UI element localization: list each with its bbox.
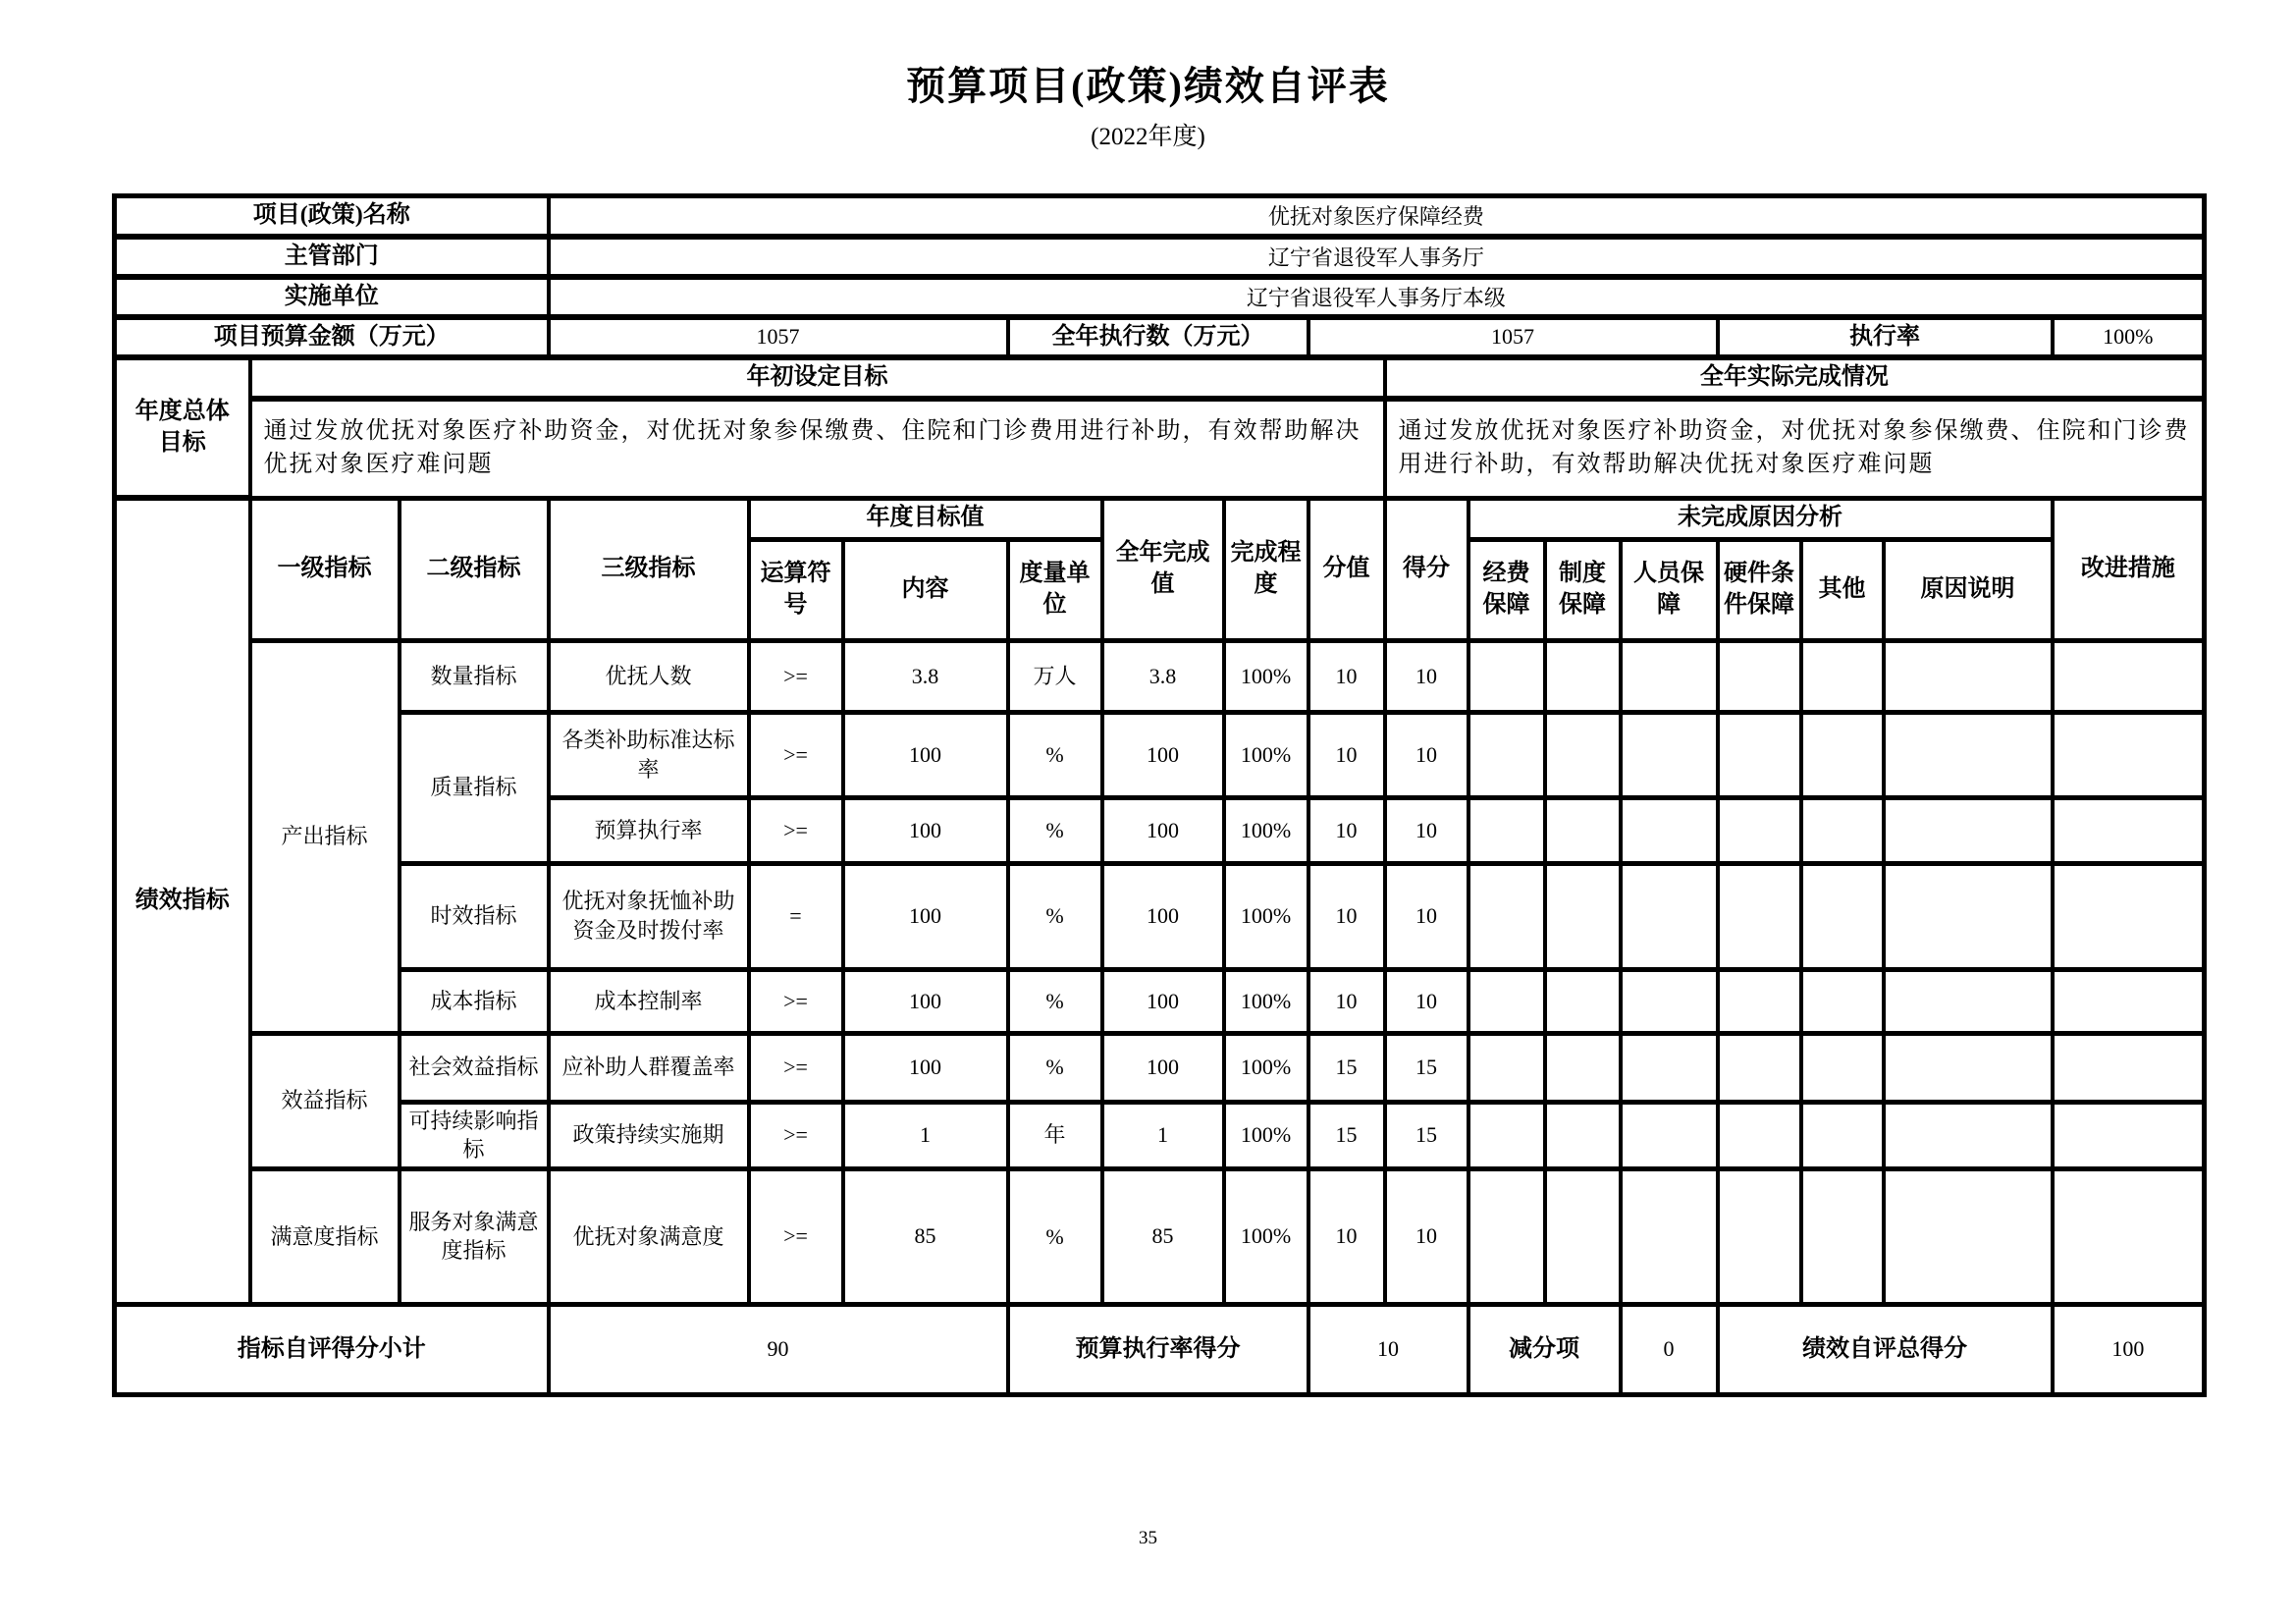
- project-name-value: 优抚对象医疗保障经费: [549, 196, 2205, 237]
- level3-cell: 优抚对象满意度: [549, 1168, 749, 1304]
- level3-cell: 政策持续实施期: [549, 1102, 749, 1168]
- score-cell: 15: [1308, 1102, 1385, 1168]
- unit-cell: 万人: [1008, 640, 1102, 712]
- indicator-row: [115, 969, 2205, 1033]
- degree-cell: 100%: [1224, 969, 1308, 1033]
- indicator-row: [115, 863, 2205, 969]
- operator-cell: >=: [749, 969, 843, 1033]
- level2-cell: 时效指标: [400, 863, 549, 969]
- budget-row: [115, 317, 2205, 357]
- empty-reason-cell: [1718, 1033, 1801, 1102]
- actual-value-cell: 100: [1102, 863, 1224, 969]
- empty-reason-cell: [1545, 797, 1621, 863]
- summary-row: [115, 1304, 2205, 1394]
- empty-reason-cell: [1884, 1168, 2053, 1304]
- score-cell: 10: [1308, 1168, 1385, 1304]
- operator-cell: >=: [749, 1033, 843, 1102]
- level2-cell: 成本指标: [400, 969, 549, 1033]
- empty-reason-cell: [1621, 1168, 1718, 1304]
- indicator-row: [115, 1168, 2205, 1304]
- level3-cell: 应补助人群覆盖率: [549, 1033, 749, 1102]
- level1-cell: 效益指标: [250, 1033, 400, 1168]
- actual-value-cell: 85: [1102, 1168, 1224, 1304]
- empty-reason-cell: [1718, 640, 1801, 712]
- target-value-cell: 100: [843, 1033, 1008, 1102]
- operator-cell: >=: [749, 640, 843, 712]
- empty-reason-cell: [1545, 1033, 1621, 1102]
- empty-reason-cell: [1621, 1102, 1718, 1168]
- level3-cell: 优抚对象抚恤补助资金及时拨付率: [549, 863, 749, 969]
- performance-indicators-label: 绩效指标: [115, 498, 250, 1304]
- department-value: 辽宁省退役军人事务厅: [549, 237, 2205, 277]
- level2-cell: 社会效益指标: [400, 1033, 549, 1102]
- empty-reason-cell: [1468, 1102, 1545, 1168]
- target-value-cell: 100: [843, 969, 1008, 1033]
- empty-reason-cell: [1468, 1168, 1545, 1304]
- operator-cell: =: [749, 863, 843, 969]
- annual-goal-label: 年度总体目标: [115, 357, 250, 498]
- empty-reason-cell: [1884, 1033, 2053, 1102]
- empty-reason-cell: [1884, 640, 2053, 712]
- empty-improve-cell: [2053, 712, 2205, 797]
- actual-value-cell: 3.8: [1102, 640, 1224, 712]
- level3-cell: 预算执行率: [549, 797, 749, 863]
- deduction-value: 0: [1621, 1304, 1718, 1394]
- header-uncompleted-reason-group: 未完成原因分析: [1468, 498, 2053, 539]
- empty-reason-cell: [1545, 969, 1621, 1033]
- budget-amount-value: 1057: [549, 317, 1008, 357]
- empty-improve-cell: [2053, 969, 2205, 1033]
- empty-reason-cell: [1718, 863, 1801, 969]
- degree-cell: 100%: [1224, 712, 1308, 797]
- got-score-cell: 10: [1385, 969, 1468, 1033]
- empty-reason-cell: [1468, 1033, 1545, 1102]
- score-cell: 10: [1308, 969, 1385, 1033]
- level1-cell: 满意度指标: [250, 1168, 400, 1304]
- actual-value-cell: 100: [1102, 969, 1224, 1033]
- execution-rate-label: 执行率: [1718, 317, 2053, 357]
- goal-text-row: [115, 399, 2205, 498]
- total-score-label: 绩效自评总得分: [1718, 1304, 2053, 1394]
- got-score-cell: 10: [1385, 797, 1468, 863]
- indicator-row: [115, 1102, 2205, 1168]
- header-level1: 一级指标: [250, 498, 400, 640]
- header-reason-other: 其他: [1801, 539, 1884, 640]
- planned-goal-header: 年初设定目标: [250, 357, 1385, 399]
- empty-reason-cell: [1801, 969, 1884, 1033]
- header-reason-staff: 人员保障: [1621, 539, 1718, 640]
- empty-improve-cell: [2053, 640, 2205, 712]
- target-value-cell: 1: [843, 1102, 1008, 1168]
- degree-cell: 100%: [1224, 863, 1308, 969]
- target-value-cell: 100: [843, 712, 1008, 797]
- empty-reason-cell: [1718, 1102, 1801, 1168]
- unit-cell: %: [1008, 969, 1102, 1033]
- empty-reason-cell: [1468, 797, 1545, 863]
- empty-reason-cell: [1545, 1102, 1621, 1168]
- empty-reason-cell: [1718, 712, 1801, 797]
- got-score-cell: 10: [1385, 712, 1468, 797]
- degree-cell: 100%: [1224, 797, 1308, 863]
- unit-cell: %: [1008, 863, 1102, 969]
- execution-rate-value: 100%: [2053, 317, 2205, 357]
- empty-reason-cell: [1545, 640, 1621, 712]
- department-row: [115, 237, 2205, 277]
- header-reason-desc: 原因说明: [1884, 539, 2053, 640]
- empty-improve-cell: [2053, 1102, 2205, 1168]
- empty-reason-cell: [1621, 640, 1718, 712]
- project-name-row: [115, 196, 2205, 237]
- header-completion-degree: 完成程度: [1224, 498, 1308, 640]
- empty-reason-cell: [1884, 863, 2053, 969]
- empty-reason-cell: [1621, 797, 1718, 863]
- budget-amount-label: 项目预算金额（万元）: [115, 317, 549, 357]
- header-level2: 二级指标: [400, 498, 549, 640]
- header-operator: 运算符号: [749, 539, 843, 640]
- empty-reason-cell: [1718, 797, 1801, 863]
- target-value-cell: 3.8: [843, 640, 1008, 712]
- header-unit: 度量单位: [1008, 539, 1102, 640]
- page-number: 35: [1139, 1528, 1157, 1548]
- degree-cell: 100%: [1224, 1168, 1308, 1304]
- level3-cell: 优抚人数: [549, 640, 749, 712]
- annual-execution-label: 全年执行数（万元）: [1008, 317, 1308, 357]
- header-score: 分值: [1308, 498, 1385, 640]
- header-annual-target-group: 年度目标值: [749, 498, 1102, 539]
- empty-improve-cell: [2053, 1168, 2205, 1304]
- page-title: 预算项目(政策)绩效自评表: [906, 64, 1390, 108]
- unit-cell: %: [1008, 712, 1102, 797]
- operator-cell: >=: [749, 1102, 843, 1168]
- actual-value-cell: 100: [1102, 712, 1224, 797]
- level1-cell: 产出指标: [250, 640, 400, 1033]
- unit-cell: %: [1008, 797, 1102, 863]
- target-value-cell: 100: [843, 797, 1008, 863]
- level2-cell: 可持续影响指标: [400, 1102, 549, 1168]
- empty-reason-cell: [1718, 969, 1801, 1033]
- empty-improve-cell: [2053, 863, 2205, 969]
- actual-goal-text: 通过发放优抚对象医疗补助资金，对优抚对象参保缴费、住院和门诊费用进行补助，有效帮助解决优抚对象医疗难问题: [1385, 399, 2205, 498]
- operator-cell: >=: [749, 712, 843, 797]
- empty-reason-cell: [1884, 969, 2053, 1033]
- degree-cell: 100%: [1224, 640, 1308, 712]
- score-cell: 10: [1308, 640, 1385, 712]
- subtotal-value: 90: [549, 1304, 1008, 1394]
- degree-cell: 100%: [1224, 1033, 1308, 1102]
- header-reason-hardware: 硬件条件保障: [1718, 539, 1801, 640]
- actual-value-cell: 100: [1102, 1033, 1224, 1102]
- got-score-cell: 10: [1385, 863, 1468, 969]
- implementing-unit-value: 辽宁省退役军人事务厅本级: [549, 277, 2205, 317]
- got-score-cell: 10: [1385, 1168, 1468, 1304]
- page-subtitle: (2022年度): [1091, 124, 1205, 150]
- header-level3: 三级指标: [549, 498, 749, 640]
- project-name-label: 项目(政策)名称: [115, 196, 549, 237]
- empty-reason-cell: [1801, 1168, 1884, 1304]
- empty-reason-cell: [1801, 797, 1884, 863]
- exec-rate-score-label: 预算执行率得分: [1008, 1304, 1308, 1394]
- subtotal-label: 指标自评得分小计: [115, 1304, 549, 1394]
- level2-cell: 服务对象满意度指标: [400, 1168, 549, 1304]
- actual-value-cell: 100: [1102, 797, 1224, 863]
- actual-goal-header: 全年实际完成情况: [1385, 357, 2205, 399]
- self-evaluation-table: [112, 193, 2207, 1397]
- empty-reason-cell: [1621, 969, 1718, 1033]
- unit-cell: 年: [1008, 1102, 1102, 1168]
- empty-reason-cell: [1468, 640, 1545, 712]
- indicator-row: [115, 1033, 2205, 1102]
- empty-reason-cell: [1884, 1102, 2053, 1168]
- deduction-label: 减分项: [1468, 1304, 1621, 1394]
- empty-reason-cell: [1545, 863, 1621, 969]
- empty-reason-cell: [1801, 863, 1884, 969]
- header-annual-actual: 全年完成值: [1102, 498, 1224, 640]
- level3-cell: 成本控制率: [549, 969, 749, 1033]
- unit-cell: %: [1008, 1033, 1102, 1102]
- header-reason-system: 制度保障: [1545, 539, 1621, 640]
- exec-rate-score-value: 10: [1308, 1304, 1468, 1394]
- level2-cell: 质量指标: [400, 712, 549, 863]
- header-got-score: 得分: [1385, 498, 1468, 640]
- empty-reason-cell: [1801, 1102, 1884, 1168]
- empty-reason-cell: [1468, 863, 1545, 969]
- indicator-row: [115, 712, 2205, 797]
- annual-execution-value: 1057: [1308, 317, 1718, 357]
- score-cell: 15: [1308, 1033, 1385, 1102]
- empty-reason-cell: [1801, 712, 1884, 797]
- empty-improve-cell: [2053, 1033, 2205, 1102]
- operator-cell: >=: [749, 797, 843, 863]
- indicator-header-row-1: [115, 498, 2205, 539]
- empty-reason-cell: [1801, 1033, 1884, 1102]
- got-score-cell: 10: [1385, 640, 1468, 712]
- empty-reason-cell: [1468, 712, 1545, 797]
- implementing-unit-label: 实施单位: [115, 277, 549, 317]
- level2-cell: 数量指标: [400, 640, 549, 712]
- level3-cell: 各类补助标准达标率: [549, 712, 749, 797]
- empty-reason-cell: [1468, 969, 1545, 1033]
- empty-reason-cell: [1621, 863, 1718, 969]
- empty-reason-cell: [1884, 712, 2053, 797]
- actual-value-cell: 1: [1102, 1102, 1224, 1168]
- department-label: 主管部门: [115, 237, 549, 277]
- empty-reason-cell: [1621, 712, 1718, 797]
- indicator-row: [115, 640, 2205, 712]
- target-value-cell: 100: [843, 863, 1008, 969]
- planned-goal-text: 通过发放优抚对象医疗补助资金，对优抚对象参保缴费、住院和门诊费用进行补助，有效帮助解决优抚对象医疗难问题: [250, 399, 1385, 498]
- total-score-value: 100: [2053, 1304, 2205, 1394]
- empty-reason-cell: [1884, 797, 2053, 863]
- empty-improve-cell: [2053, 797, 2205, 863]
- empty-reason-cell: [1801, 640, 1884, 712]
- score-cell: 10: [1308, 863, 1385, 969]
- header-improvement: 改进措施: [2053, 498, 2205, 640]
- score-cell: 10: [1308, 712, 1385, 797]
- header-reason-fund: 经费保障: [1468, 539, 1545, 640]
- got-score-cell: 15: [1385, 1033, 1468, 1102]
- empty-reason-cell: [1718, 1168, 1801, 1304]
- empty-reason-cell: [1621, 1033, 1718, 1102]
- unit-cell: %: [1008, 1168, 1102, 1304]
- goal-header-row: [115, 357, 2205, 399]
- degree-cell: 100%: [1224, 1102, 1308, 1168]
- target-value-cell: 85: [843, 1168, 1008, 1304]
- title-block: [0, 55, 2296, 152]
- score-cell: 10: [1308, 797, 1385, 863]
- got-score-cell: 15: [1385, 1102, 1468, 1168]
- operator-cell: >=: [749, 1168, 843, 1304]
- empty-reason-cell: [1545, 1168, 1621, 1304]
- empty-reason-cell: [1545, 712, 1621, 797]
- implementing-unit-row: [115, 277, 2205, 317]
- header-content: 内容: [843, 539, 1008, 640]
